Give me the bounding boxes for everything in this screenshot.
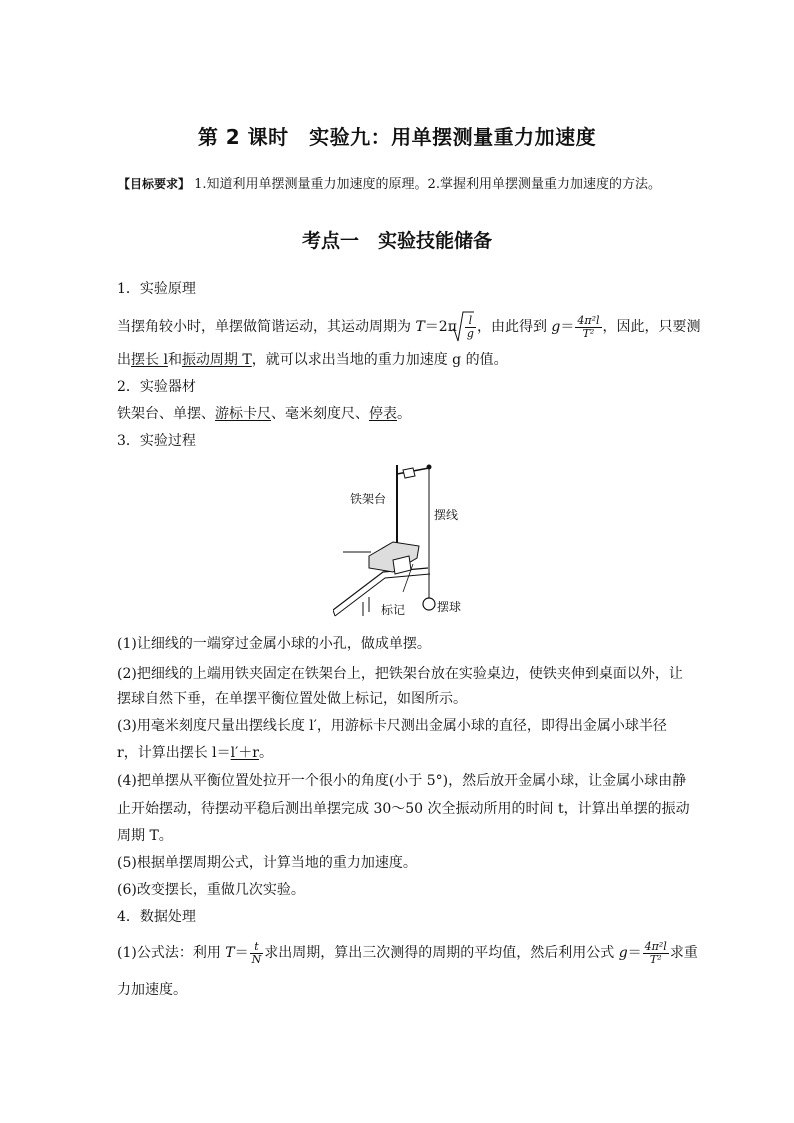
sqrt-l-over-g xyxy=(457,313,477,341)
step-4c: 周期 T。 xyxy=(117,828,173,844)
fraction-denominator: T² xyxy=(649,952,662,966)
fraction xyxy=(575,315,601,340)
text-run: 求出周期，算出三次测得的周期的平均值，然后利用公式 xyxy=(264,945,619,961)
text-run: 出 xyxy=(117,352,131,368)
underlined-term: 停表 xyxy=(369,406,397,422)
step-2a: (2)把细线的上端用铁夹固定在铁架台上，把铁架台放在实验桌边，使铁夹伸到桌面以外，让 xyxy=(117,666,683,682)
text-run: ＝ xyxy=(627,945,642,961)
fraction xyxy=(250,941,264,966)
text-run: ，由此得到 xyxy=(476,319,552,335)
principle-line-2 xyxy=(117,350,508,370)
step-4a: (4)把单摆从平衡位置处拉开一个很小的角度(小于 5°)，然后放开金属小球，让金属小球由静 xyxy=(117,773,687,789)
fraction-numerator: 4π²l xyxy=(644,939,667,953)
label-mark: 标记 xyxy=(381,603,406,617)
text-run: ＝ xyxy=(560,319,575,335)
principle-line-1 xyxy=(117,313,701,341)
fraction xyxy=(643,941,669,966)
underlined-term: l′＋r xyxy=(230,745,259,761)
symbol-g: g xyxy=(618,945,628,961)
symbol-T: T xyxy=(225,945,235,961)
step-3b xyxy=(117,743,273,763)
step-4b: 止开始摆动，待摆动平稳后测出单摆完成 30～50 次全振动所用的时间 t，计算出单摆的振动 xyxy=(117,801,690,817)
text-run: 和 xyxy=(167,352,182,368)
text-run: 求重 xyxy=(669,945,698,961)
step-2b: 摆球自然下垂，在单摆平衡位置处做上标记，如图所示。 xyxy=(117,691,467,707)
step-3a: (3)用毫米刻度尺量出摆线长度 l′，用游标卡尺测出金属小球的直径，即得出金属小球半径 xyxy=(117,718,667,734)
text-run: ，因此，只要测 xyxy=(602,319,701,335)
fraction-numerator: 4π²l xyxy=(577,313,600,327)
fraction-numerator: t xyxy=(250,941,264,954)
text-run: (1)公式法：利用 xyxy=(117,945,226,961)
goal-tag: 【目标要求】 xyxy=(118,177,191,191)
underlined-term: 摆长 l xyxy=(131,352,168,368)
text-run: 铁架台、单摆、 xyxy=(117,406,215,422)
text-run: 当摆角较小时，单摆做简谐运动，其运动周期为 xyxy=(117,319,416,335)
label-string: 摆线 xyxy=(434,508,459,522)
page-title: 第 2 课时 实验九：用单摆测量重力加速度 xyxy=(197,125,597,149)
text-run: ＝ xyxy=(234,945,249,961)
data-line-1 xyxy=(117,938,698,968)
label-stand: 铁架台 xyxy=(350,492,387,506)
fraction-denominator: T² xyxy=(582,326,595,340)
data-line-2: 力加速度。 xyxy=(117,982,187,998)
text-run: ＝2π xyxy=(424,319,457,335)
text-run: 。 xyxy=(397,406,411,422)
text-run: ，就可以求出当地的重力加速度 g 的值。 xyxy=(251,352,508,368)
underlined-term: 游标卡尺 xyxy=(215,406,271,422)
goal-text: 1.知道利用单摆测量重力加速度的原理。2.掌握利用单摆测量重力加速度的方法。 xyxy=(194,177,661,192)
pendulum-diagram xyxy=(333,460,473,620)
heading-principle: 1．实验原理 xyxy=(117,281,196,297)
symbol-T: T xyxy=(415,319,425,335)
text-run: 、毫米刻度尺、 xyxy=(271,406,369,422)
pendulum-figure xyxy=(333,460,473,620)
step-1: (1)让细线的一端穿过金属小球的小孔，做成单摆。 xyxy=(117,636,431,652)
section-title: 考点一 实验技能储备 xyxy=(301,230,492,252)
step-5: (5)根据单摆周期公式，计算当地的重力加速度。 xyxy=(117,855,417,871)
fraction-numerator: l xyxy=(465,315,476,328)
step-6: (6)改变摆长，重做几次实验。 xyxy=(117,882,305,898)
goal-paragraph xyxy=(118,173,718,192)
equipment-line xyxy=(117,404,411,424)
heading-data: 4．数据处理 xyxy=(117,909,196,925)
sqrt-sign-icon xyxy=(450,311,474,343)
heading-equipment: 2．实验器材 xyxy=(117,379,196,395)
label-ball: 摆球 xyxy=(437,600,462,614)
heading-procedure: 3．实验过程 xyxy=(117,433,196,449)
fraction-denominator: g xyxy=(466,326,474,340)
fraction-denominator: N xyxy=(251,952,262,966)
text-run: r，计算出摆长 l＝ xyxy=(117,745,231,761)
underlined-term: 振动周期 T xyxy=(181,352,252,368)
text-run: 。 xyxy=(258,745,273,761)
symbol-g: g xyxy=(551,319,561,335)
